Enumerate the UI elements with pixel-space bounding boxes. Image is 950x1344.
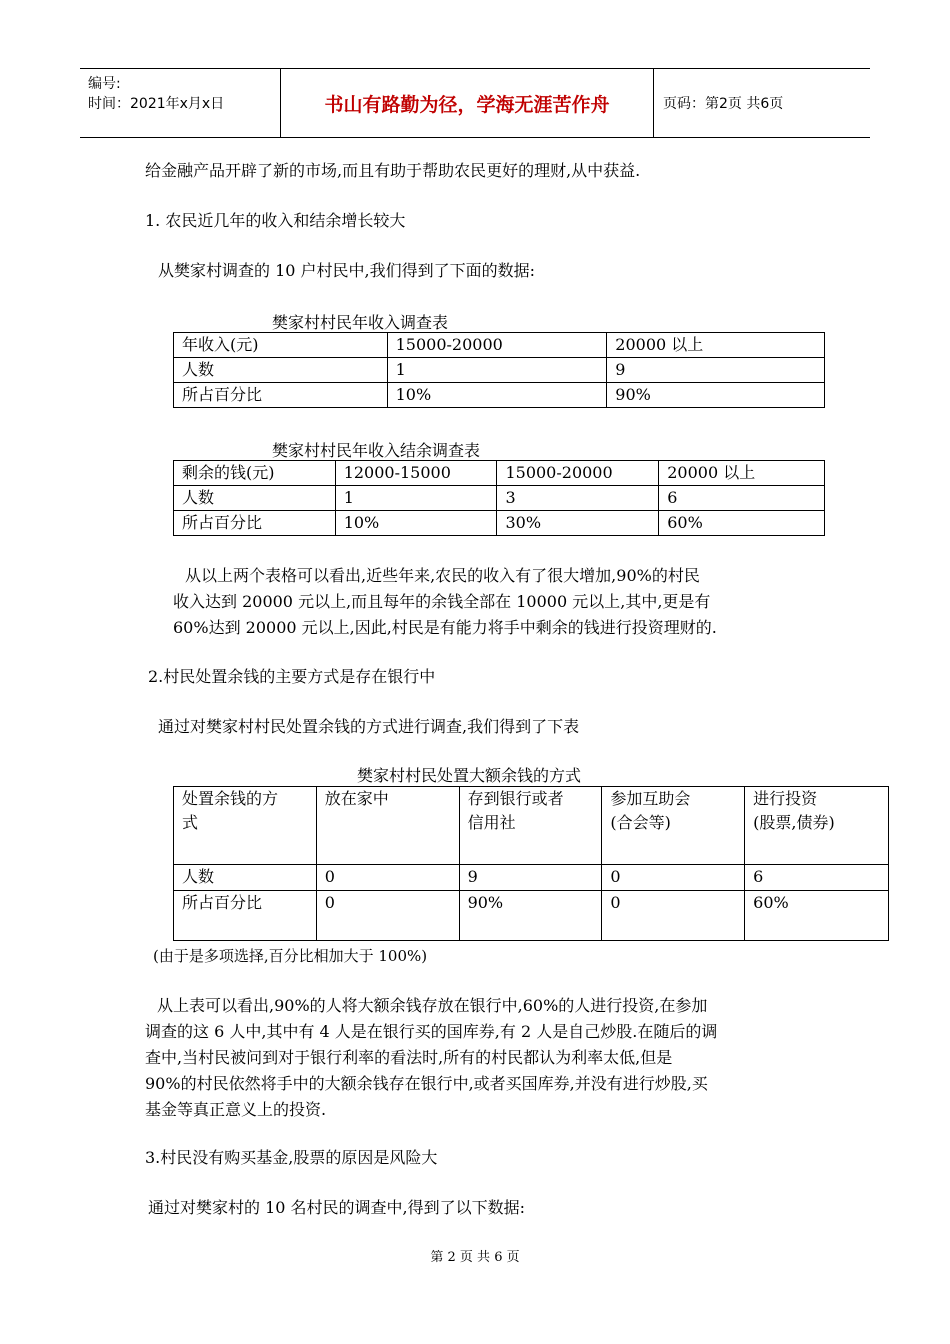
document-time-label: 时间：2021年x月x日 [88, 96, 225, 112]
table-cell: 15000-20000 [497, 461, 659, 486]
table2-caption: 樊家村村民年收入结余调查表 [272, 441, 481, 460]
table-row [174, 383, 825, 408]
analysis-line: 调查的这 6 人中,其中有 4 人是在银行买的国库券,有 2 人是自己炒股.在随后的调 [145, 1022, 718, 1041]
header-line: 信用社 [467, 813, 516, 832]
table-cell: 0 [316, 865, 459, 891]
table-cell: 所占百分比 [174, 383, 388, 408]
table-cell: 0 [602, 865, 745, 891]
table-cell: 10% [387, 383, 607, 408]
table-cell: 人数 [174, 358, 388, 383]
table-header-cell [316, 787, 459, 865]
table-cell: 60% [659, 511, 825, 536]
table-row [174, 486, 825, 511]
table-cell: 6 [659, 486, 825, 511]
header-meta [80, 69, 280, 137]
table-cell: 60% [745, 891, 889, 941]
analysis-line: 60%达到 20000 元以上,因此,村民是有能力将手中剩余的钱进行投资理财的. [173, 618, 717, 637]
table-cell: 9 [459, 865, 602, 891]
analysis-line: 从上表可以看出,90%的人将大额余钱存放在银行中,60%的人进行投资,在参加 [157, 996, 708, 1015]
table-cell: 15000-20000 [387, 333, 607, 358]
table-cell: 年收入(元) [174, 333, 388, 358]
analysis-line: 90%的村民依然将手中的大额余钱存在银行中,或者买国库券,并没有进行炒股,买 [145, 1074, 708, 1093]
table-cell: 9 [607, 358, 825, 383]
header-line: 式 [182, 813, 199, 832]
table-row [174, 461, 825, 486]
header-line: 参加互助会 [610, 789, 691, 808]
table3-caption: 樊家村村民处置大额余钱的方式 [357, 766, 582, 785]
table-cell: 人数 [174, 486, 336, 511]
analysis-line: 从以上两个表格可以看出,近些年来,农民的收入有了很大增加,90%的村民 [185, 566, 700, 585]
multi-select-note: (由于是多项选择,百分比相加大于 100%) [153, 947, 428, 965]
paragraph-table3-intro: 通过对樊家村村民处置余钱的方式进行调查,我们得到了下表 [158, 717, 580, 736]
table-cell: 0 [316, 891, 459, 941]
table-cell: 90% [459, 891, 602, 941]
table-cell: 3 [497, 486, 659, 511]
table-cell: 10% [335, 511, 497, 536]
page-header [80, 68, 870, 138]
table-header-cell [459, 787, 602, 865]
paragraph-survey-intro: 从樊家村调查的 10 户村民中,我们得到了下面的数据: [158, 261, 536, 280]
header-motto: 书山有路勤为径，学海无涯苦作舟 [280, 69, 654, 137]
paragraph-survey-10: 通过对樊家村的 10 名村民的调查中,得到了以下数据: [148, 1198, 526, 1217]
header-line: (股票,债券) [753, 813, 835, 832]
table-header-cell [745, 787, 889, 865]
header-line: 放在家中 [324, 789, 389, 808]
table-cell: 12000-15000 [335, 461, 497, 486]
header-page-info: 页码：第2页 共6页 [663, 96, 784, 112]
table-header-cell [174, 787, 317, 865]
table-cell: 所占百分比 [174, 891, 317, 941]
header-line: 存到银行或者 [467, 789, 564, 808]
analysis-line: 查中,当村民被问到对于银行利率的看法时,所有的村民都认为利率太低,但是 [145, 1048, 673, 1067]
table-header-cell [602, 787, 745, 865]
table-header-row [174, 787, 889, 865]
table-cell: 剩余的钱(元) [174, 461, 336, 486]
income-table [173, 332, 825, 408]
table-row [174, 511, 825, 536]
table-cell: 所占百分比 [174, 511, 336, 536]
table-cell: 0 [602, 891, 745, 941]
table-cell: 20000 以上 [607, 333, 825, 358]
table-row [174, 333, 825, 358]
table-cell: 20000 以上 [659, 461, 825, 486]
section-heading-1: 1. 农民近几年的收入和结余增长较大 [145, 211, 406, 230]
paragraph-intro: 给金融产品开辟了新的市场,而且有助于帮助农民更好的理财,从中获益. [145, 161, 641, 180]
section-heading-3: 3.村民没有购买基金,股票的原因是风险大 [145, 1148, 438, 1167]
table-cell: 人数 [174, 865, 317, 891]
page-footer: 第 2 页 共 6 页 [430, 1250, 520, 1265]
table-row [174, 865, 889, 891]
table-cell: 1 [387, 358, 607, 383]
header-line: 处置余钱的方 [182, 789, 279, 808]
table1-caption: 樊家村村民年收入调查表 [272, 313, 449, 332]
table-cell: 30% [497, 511, 659, 536]
header-line: (合会等) [610, 813, 671, 832]
analysis-line: 基金等真正意义上的投资. [145, 1100, 327, 1119]
table-cell: 90% [607, 383, 825, 408]
header-line: 进行投资 [753, 789, 818, 808]
money-handling-table [173, 786, 889, 941]
table-row [174, 891, 889, 941]
document-number-label: 编号: [88, 76, 121, 92]
table-cell: 1 [335, 486, 497, 511]
section-heading-2: 2.村民处置余钱的主要方式是存在银行中 [148, 667, 436, 686]
table-row [174, 358, 825, 383]
table-cell: 6 [745, 865, 889, 891]
surplus-table [173, 460, 825, 536]
analysis-line: 收入达到 20000 元以上,而且每年的余钱全部在 10000 元以上,其中,更是有 [173, 592, 711, 611]
